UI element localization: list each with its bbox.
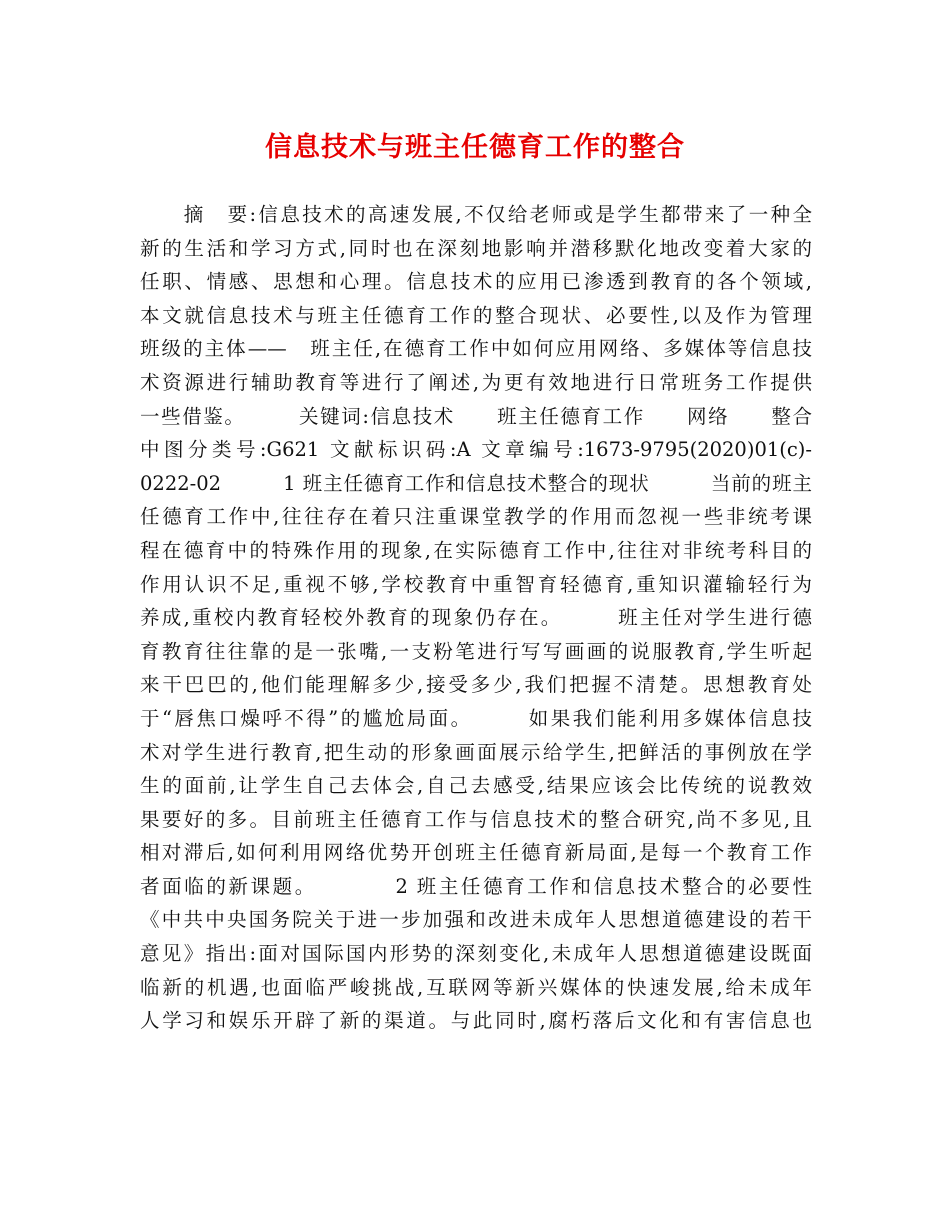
body-line: 任职、情感、思想和心理。信息技术的应用已渗透到教育的各个领域,	[140, 270, 812, 294]
body-line: 术资源进行辅助教育等进行了阐述,为更有效地进行日常班务工作提供	[140, 370, 812, 394]
body-line: 果要好的多。目前班主任德育工作与信息技术的整合研究,尚不多见,且	[140, 807, 812, 831]
body-line: 育教育往往靠的是一张嘴,一支粉笔进行写写画画的说服教育,学生听起	[140, 639, 812, 663]
body-line: 来干巴巴的,他们能理解多少,接受多少,我们把握不清楚。思想教育处	[140, 673, 812, 697]
body-line: 摘 要:信息技术的高速发展,不仅给老师或是学生都带来了一种全	[140, 203, 812, 226]
body-line: 养成,重校内教育轻校外教育的现象仍存在。 班主任对学生进行德	[140, 606, 812, 630]
document-body	[140, 198, 812, 1038]
body-line: 临新的机遇,也面临严峻挑战,互联网等新兴媒体的快速发展,给未成年	[140, 975, 812, 999]
body-line: 程在德育中的特殊作用的现象,在实际德育工作中,往往对非统考科目的	[140, 538, 812, 562]
body-line: 人学习和娱乐开辟了新的渠道。与此同时,腐朽落后文化和有害信息也	[140, 1009, 812, 1033]
body-line: 班级的主体—— 班主任,在德育工作中如何应用网络、多媒体等信息技	[140, 337, 812, 361]
body-line: 任德育工作中,往往存在着只注重课堂教学的作用而忽视一些非统考课	[140, 505, 812, 529]
body-line: 新的生活和学习方式,同时也在深刻地影响并潜移默化地改变着大家的	[140, 236, 812, 260]
body-line: 中图分类号:G621 文献标识码:A 文章编号:1673-9795(2020)01(c)-	[140, 438, 812, 462]
body-line: 意见》指出:面对国际国内形势的深刻变化,未成年人思想道德建设既面	[140, 942, 812, 966]
body-line: 0222-02 1 班主任德育工作和信息技术整合的现状 当前的班主	[140, 471, 812, 495]
body-line: 者面临的新课题。 2 班主任德育工作和信息技术整合的必要性	[140, 874, 812, 898]
body-line: 作用认识不足,重视不够,学校教育中重智育轻德育,重知识灌输轻行为	[140, 572, 812, 596]
body-line: 于“唇焦口燥呼不得”的尴尬局面。 如果我们能利用多媒体信息技	[140, 706, 812, 730]
body-line: 本文就信息技术与班主任德育工作的整合现状、必要性,以及作为管理	[140, 303, 812, 327]
document-title: 信息技术与班主任德育工作的整合	[265, 132, 685, 163]
body-line: 《中共中央国务院关于进一步加强和改进未成年人思想道德建设的若干	[140, 908, 812, 932]
body-line: 术对学生进行教育,把生动的形象画面展示给学生,把鲜活的事例放在学	[140, 740, 812, 764]
body-line: 生的面前,让学生自己去体会,自己去感受,结果应该会比传统的说教效	[140, 774, 812, 798]
body-line: 相对滞后,如何利用网络优势开创班主任德育新局面,是每一个教育工作	[140, 841, 812, 865]
body-line: 一些借鉴。 关键词:信息技术 班主任德育工作 网络 整合	[140, 404, 812, 428]
